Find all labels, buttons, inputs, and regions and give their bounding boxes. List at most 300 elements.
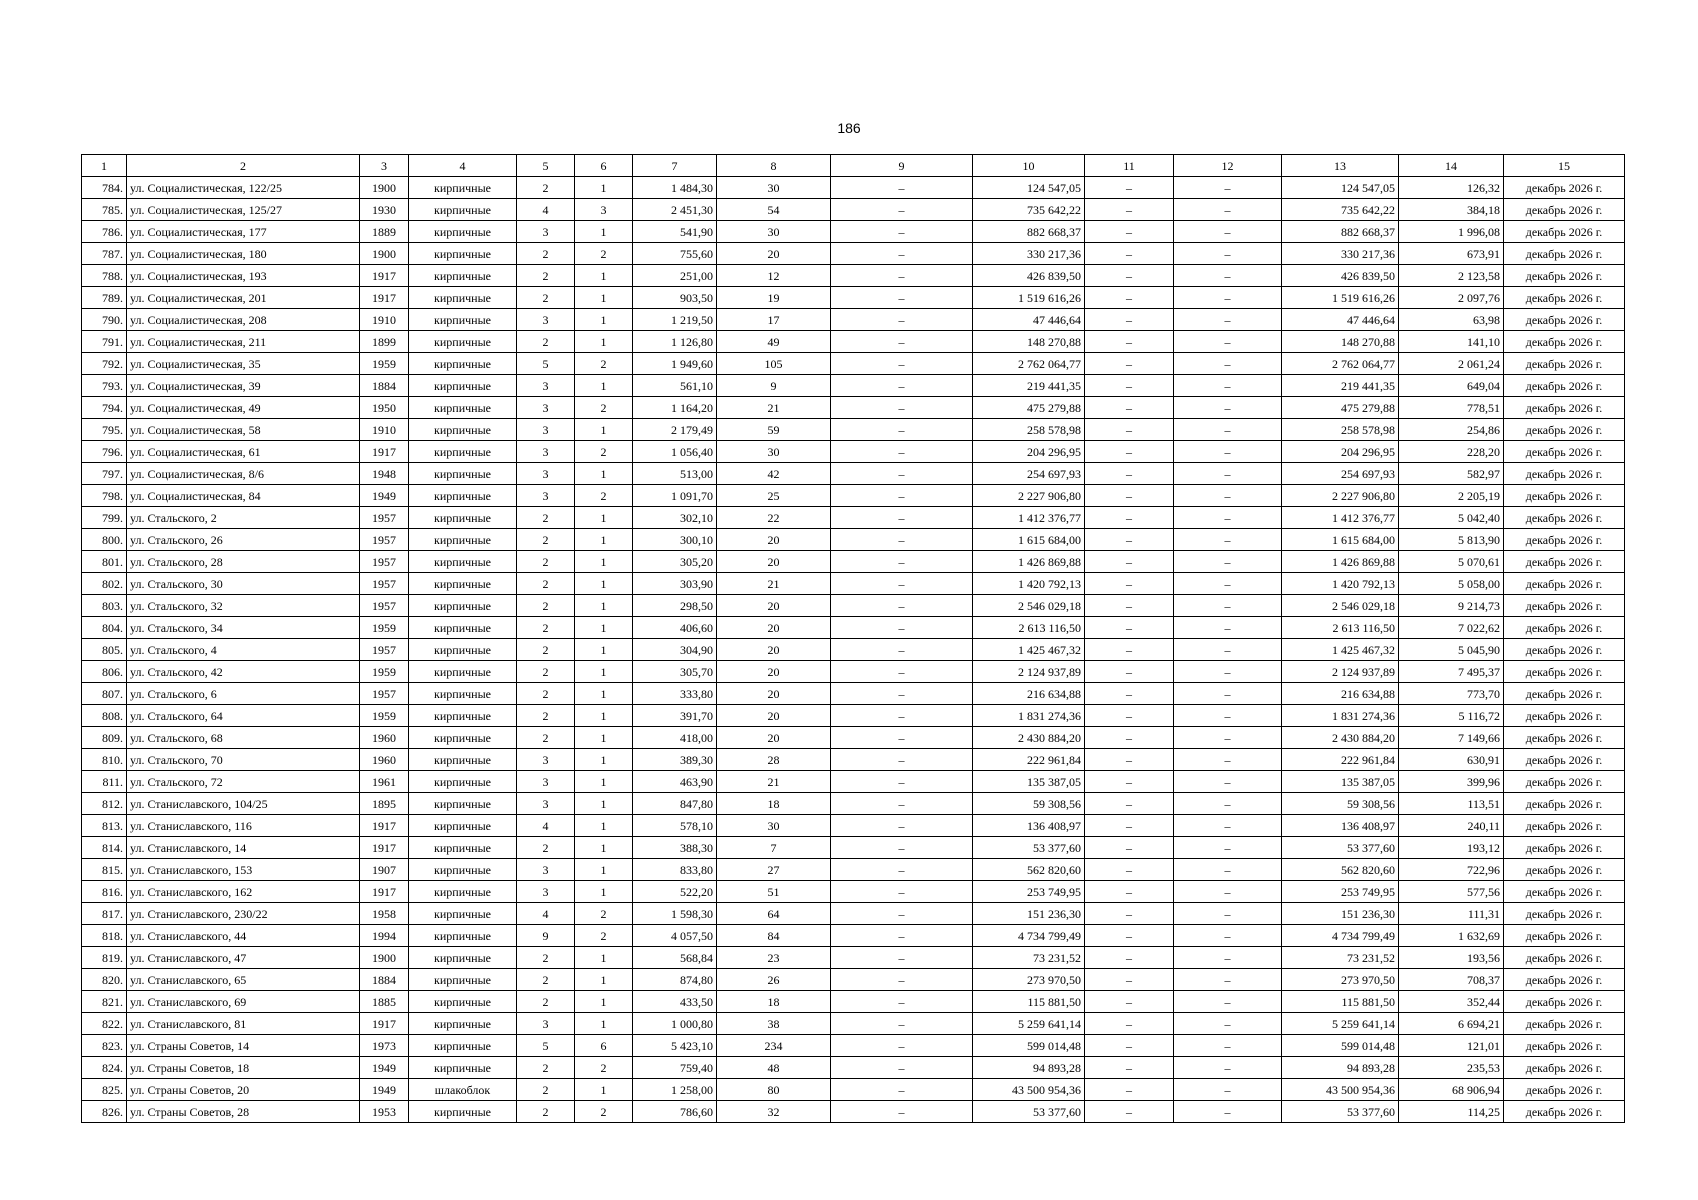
table-cell-col-15: декабрь 2026 г.: [1504, 617, 1625, 639]
table-cell-col-2: ул. Станиславского, 44: [127, 925, 360, 947]
table-cell-col-15: декабрь 2026 г.: [1504, 463, 1625, 485]
table-cell-col-6: 1: [575, 969, 633, 991]
table-cell-col-5: 5: [517, 1035, 575, 1057]
table-cell-col-12: –: [1174, 221, 1282, 243]
table-cell-col-3: 1889: [360, 221, 409, 243]
table-cell-col-7: 418,00: [633, 727, 717, 749]
table-cell-col-13: 115 881,50: [1282, 991, 1399, 1013]
table-cell-col-7: 305,20: [633, 551, 717, 573]
table-cell-col-12: –: [1174, 1101, 1282, 1123]
table-cell-col-1: 823.: [82, 1035, 127, 1057]
table-cell-col-12: –: [1174, 419, 1282, 441]
table-cell-col-15: декабрь 2026 г.: [1504, 397, 1625, 419]
table-cell-col-3: 1917: [360, 815, 409, 837]
table-cell-col-3: 1973: [360, 1035, 409, 1057]
table-cell-col-4: кирпичные: [409, 925, 517, 947]
table-cell-col-5: 2: [517, 595, 575, 617]
table-cell-col-6: 2: [575, 485, 633, 507]
table-row: [82, 309, 1625, 331]
table-cell-col-4: шлакоблок: [409, 1079, 517, 1101]
table-cell-col-5: 3: [517, 441, 575, 463]
table-cell-col-4: кирпичные: [409, 947, 517, 969]
table-cell-col-10: 47 446,64: [973, 309, 1085, 331]
table-cell-col-7: 786,60: [633, 1101, 717, 1123]
table-cell-col-11: –: [1085, 199, 1174, 221]
table-cell-col-7: 1 056,40: [633, 441, 717, 463]
table-cell-col-9: –: [831, 331, 973, 353]
table-cell-col-14: 240,11: [1399, 815, 1504, 837]
table-cell-col-9: –: [831, 551, 973, 573]
table-row: [82, 265, 1625, 287]
table-cell-col-14: 2 097,76: [1399, 287, 1504, 309]
table-cell-col-7: 2 451,30: [633, 199, 717, 221]
table-cell-col-11: –: [1085, 243, 1174, 265]
table-cell-col-7: 304,90: [633, 639, 717, 661]
table-cell-col-4: кирпичные: [409, 221, 517, 243]
table-row: [82, 441, 1625, 463]
table-cell-col-4: кирпичные: [409, 595, 517, 617]
table-cell-col-11: –: [1085, 441, 1174, 463]
table-cell-col-14: 399,96: [1399, 771, 1504, 793]
table-cell-col-14: 111,31: [1399, 903, 1504, 925]
table-row: [82, 463, 1625, 485]
table-cell-col-5: 2: [517, 991, 575, 1013]
table-cell-col-7: 333,80: [633, 683, 717, 705]
table-cell-col-6: 2: [575, 1101, 633, 1123]
table-cell-col-13: 882 668,37: [1282, 221, 1399, 243]
table-cell-col-10: 2 124 937,89: [973, 661, 1085, 683]
table-row: [82, 727, 1625, 749]
table-cell-col-8: 84: [717, 925, 831, 947]
table-cell-col-9: –: [831, 265, 973, 287]
table-cell-col-3: 1957: [360, 683, 409, 705]
table-cell-col-12: –: [1174, 727, 1282, 749]
column-header-13: 13: [1282, 155, 1399, 177]
table-row: [82, 925, 1625, 947]
table-cell-col-14: 113,51: [1399, 793, 1504, 815]
table-row: [82, 793, 1625, 815]
table-cell-col-2: ул. Станиславского, 69: [127, 991, 360, 1013]
table-row: [82, 331, 1625, 353]
table-cell-col-1: 795.: [82, 419, 127, 441]
table-cell-col-13: 2 762 064,77: [1282, 353, 1399, 375]
table-cell-col-14: 141,10: [1399, 331, 1504, 353]
column-header-8: 8: [717, 155, 831, 177]
column-header-3: 3: [360, 155, 409, 177]
table-cell-col-7: 847,80: [633, 793, 717, 815]
table-cell-col-10: 204 296,95: [973, 441, 1085, 463]
table-cell-col-5: 3: [517, 859, 575, 881]
table-cell-col-3: 1900: [360, 177, 409, 199]
table-cell-col-10: 735 642,22: [973, 199, 1085, 221]
table-cell-col-3: 1957: [360, 595, 409, 617]
table-row: [82, 859, 1625, 881]
table-cell-col-10: 599 014,48: [973, 1035, 1085, 1057]
table-cell-col-6: 1: [575, 287, 633, 309]
table-cell-col-3: 1961: [360, 771, 409, 793]
table-cell-col-7: 541,90: [633, 221, 717, 243]
table-cell-col-1: 792.: [82, 353, 127, 375]
table-cell-col-15: декабрь 2026 г.: [1504, 309, 1625, 331]
table-cell-col-14: 2 205,19: [1399, 485, 1504, 507]
table-cell-col-5: 9: [517, 925, 575, 947]
table-cell-col-13: 1 426 869,88: [1282, 551, 1399, 573]
table-cell-col-14: 5 058,00: [1399, 573, 1504, 595]
table-cell-col-2: ул. Стальского, 64: [127, 705, 360, 727]
table-cell-col-15: декабрь 2026 г.: [1504, 595, 1625, 617]
table-cell-col-7: 251,00: [633, 265, 717, 287]
table-cell-col-12: –: [1174, 265, 1282, 287]
table-cell-col-9: –: [831, 375, 973, 397]
table-row: [82, 903, 1625, 925]
table-cell-col-9: –: [831, 507, 973, 529]
column-header-1: 1: [82, 155, 127, 177]
table-row: [82, 771, 1625, 793]
table-cell-col-15: декабрь 2026 г.: [1504, 859, 1625, 881]
column-header-14: 14: [1399, 155, 1504, 177]
table-cell-col-10: 59 308,56: [973, 793, 1085, 815]
table-cell-col-4: кирпичные: [409, 661, 517, 683]
table-cell-col-10: 330 217,36: [973, 243, 1085, 265]
table-cell-col-2: ул. Социалистическая, 84: [127, 485, 360, 507]
table-cell-col-12: –: [1174, 353, 1282, 375]
table-cell-col-11: –: [1085, 485, 1174, 507]
table-cell-col-7: 433,50: [633, 991, 717, 1013]
table-cell-col-14: 68 906,94: [1399, 1079, 1504, 1101]
table-cell-col-7: 463,90: [633, 771, 717, 793]
table-cell-col-5: 2: [517, 969, 575, 991]
table-cell-col-11: –: [1085, 859, 1174, 881]
table-cell-col-4: кирпичные: [409, 243, 517, 265]
table-cell-col-6: 1: [575, 991, 633, 1013]
table-cell-col-10: 135 387,05: [973, 771, 1085, 793]
table-cell-col-7: 1 164,20: [633, 397, 717, 419]
table-cell-col-11: –: [1085, 331, 1174, 353]
table-cell-col-12: –: [1174, 815, 1282, 837]
table-cell-col-13: 2 546 029,18: [1282, 595, 1399, 617]
table-cell-col-4: кирпичные: [409, 177, 517, 199]
table-cell-col-9: –: [831, 309, 973, 331]
table-cell-col-6: 1: [575, 265, 633, 287]
table-cell-col-4: кирпичные: [409, 1057, 517, 1079]
table-cell-col-4: кирпичные: [409, 199, 517, 221]
table-row: [82, 969, 1625, 991]
table-row: [82, 683, 1625, 705]
table-cell-col-10: 253 749,95: [973, 881, 1085, 903]
table-cell-col-8: 7: [717, 837, 831, 859]
table-cell-col-12: –: [1174, 573, 1282, 595]
table-cell-col-5: 2: [517, 1079, 575, 1101]
table-row: [82, 837, 1625, 859]
table-cell-col-15: декабрь 2026 г.: [1504, 991, 1625, 1013]
table-cell-col-9: –: [831, 441, 973, 463]
table-cell-col-1: 811.: [82, 771, 127, 793]
table-cell-col-12: –: [1174, 683, 1282, 705]
column-header-7: 7: [633, 155, 717, 177]
table-cell-col-9: –: [831, 969, 973, 991]
table-cell-col-12: –: [1174, 793, 1282, 815]
table-row: [82, 485, 1625, 507]
table-cell-col-9: –: [831, 727, 973, 749]
table-cell-col-14: 121,01: [1399, 1035, 1504, 1057]
table-cell-col-4: кирпичные: [409, 265, 517, 287]
table-cell-col-10: 882 668,37: [973, 221, 1085, 243]
table-cell-col-5: 3: [517, 793, 575, 815]
table-cell-col-7: 302,10: [633, 507, 717, 529]
table-cell-col-7: 1 598,30: [633, 903, 717, 925]
table-cell-col-2: ул. Социалистическая, 208: [127, 309, 360, 331]
table-cell-col-14: 63,98: [1399, 309, 1504, 331]
table-cell-col-12: –: [1174, 397, 1282, 419]
table-cell-col-11: –: [1085, 287, 1174, 309]
table-cell-col-10: 1 831 274,36: [973, 705, 1085, 727]
table-cell-col-7: 513,00: [633, 463, 717, 485]
table-cell-col-3: 1917: [360, 265, 409, 287]
table-cell-col-14: 5 813,90: [1399, 529, 1504, 551]
table-cell-col-10: 73 231,52: [973, 947, 1085, 969]
table-cell-col-1: 786.: [82, 221, 127, 243]
table-cell-col-14: 630,91: [1399, 749, 1504, 771]
table-cell-col-3: 1907: [360, 859, 409, 881]
table-cell-col-14: 5 070,61: [1399, 551, 1504, 573]
table-row: [82, 177, 1625, 199]
table-cell-col-14: 5 045,90: [1399, 639, 1504, 661]
register-table: [81, 154, 1625, 1123]
table-cell-col-9: –: [831, 947, 973, 969]
table-cell-col-1: 806.: [82, 661, 127, 683]
table-row: [82, 221, 1625, 243]
table-row: [82, 287, 1625, 309]
table-cell-col-5: 2: [517, 265, 575, 287]
table-cell-col-4: кирпичные: [409, 903, 517, 925]
table-cell-col-1: 818.: [82, 925, 127, 947]
table-cell-col-6: 2: [575, 397, 633, 419]
table-cell-col-1: 812.: [82, 793, 127, 815]
table-cell-col-2: ул. Страны Советов, 14: [127, 1035, 360, 1057]
column-header-2: 2: [127, 155, 360, 177]
table-row: [82, 705, 1625, 727]
table-cell-col-13: 426 839,50: [1282, 265, 1399, 287]
table-cell-col-5: 2: [517, 1057, 575, 1079]
table-cell-col-4: кирпичные: [409, 793, 517, 815]
table-cell-col-9: –: [831, 793, 973, 815]
table-cell-col-9: –: [831, 177, 973, 199]
table-cell-col-7: 1 091,70: [633, 485, 717, 507]
table-cell-col-2: ул. Стальского, 72: [127, 771, 360, 793]
table-cell-col-14: 114,25: [1399, 1101, 1504, 1123]
table-cell-col-5: 3: [517, 771, 575, 793]
table-cell-col-11: –: [1085, 661, 1174, 683]
table-row: [82, 947, 1625, 969]
table-cell-col-7: 1 949,60: [633, 353, 717, 375]
table-cell-col-13: 273 970,50: [1282, 969, 1399, 991]
table-cell-col-8: 54: [717, 199, 831, 221]
table-row: [82, 551, 1625, 573]
table-cell-col-1: 810.: [82, 749, 127, 771]
table-cell-col-14: 126,32: [1399, 177, 1504, 199]
table-row: [82, 243, 1625, 265]
table-cell-col-6: 2: [575, 353, 633, 375]
table-cell-col-1: 785.: [82, 199, 127, 221]
table-cell-col-1: 800.: [82, 529, 127, 551]
table-cell-col-5: 5: [517, 353, 575, 375]
table-cell-col-4: кирпичные: [409, 1101, 517, 1123]
table-cell-col-10: 219 441,35: [973, 375, 1085, 397]
table-cell-col-10: 216 634,88: [973, 683, 1085, 705]
table-cell-col-6: 1: [575, 419, 633, 441]
table-cell-col-1: 816.: [82, 881, 127, 903]
table-cell-col-10: 43 500 954,36: [973, 1079, 1085, 1101]
table-cell-col-8: 20: [717, 727, 831, 749]
table-cell-col-7: 903,50: [633, 287, 717, 309]
table-cell-col-6: 1: [575, 309, 633, 331]
table-cell-col-5: 2: [517, 529, 575, 551]
table-cell-col-11: –: [1085, 881, 1174, 903]
table-cell-col-8: 20: [717, 551, 831, 573]
table-cell-col-8: 26: [717, 969, 831, 991]
table-cell-col-10: 1 425 467,32: [973, 639, 1085, 661]
table-cell-col-10: 1 412 376,77: [973, 507, 1085, 529]
table-cell-col-3: 1957: [360, 529, 409, 551]
table-cell-col-1: 796.: [82, 441, 127, 463]
table-cell-col-15: декабрь 2026 г.: [1504, 705, 1625, 727]
table-cell-col-1: 814.: [82, 837, 127, 859]
table-cell-col-11: –: [1085, 529, 1174, 551]
table-row: [82, 397, 1625, 419]
table-cell-col-12: –: [1174, 859, 1282, 881]
table-cell-col-5: 2: [517, 573, 575, 595]
table-cell-col-15: декабрь 2026 г.: [1504, 375, 1625, 397]
table-cell-col-8: 22: [717, 507, 831, 529]
table-cell-col-13: 4 734 799,49: [1282, 925, 1399, 947]
table-cell-col-3: 1917: [360, 1013, 409, 1035]
table-cell-col-5: 2: [517, 287, 575, 309]
table-cell-col-12: –: [1174, 771, 1282, 793]
table-cell-col-11: –: [1085, 221, 1174, 243]
table-cell-col-2: ул. Станиславского, 162: [127, 881, 360, 903]
table-cell-col-14: 352,44: [1399, 991, 1504, 1013]
table-cell-col-6: 1: [575, 815, 633, 837]
table-cell-col-14: 708,37: [1399, 969, 1504, 991]
table-row: [82, 375, 1625, 397]
table-cell-col-13: 47 446,64: [1282, 309, 1399, 331]
table-cell-col-3: 1917: [360, 441, 409, 463]
table-cell-col-10: 53 377,60: [973, 837, 1085, 859]
table-cell-col-12: –: [1174, 991, 1282, 1013]
table-cell-col-13: 222 961,84: [1282, 749, 1399, 771]
table-cell-col-1: 817.: [82, 903, 127, 925]
table-cell-col-12: –: [1174, 287, 1282, 309]
table-cell-col-13: 136 408,97: [1282, 815, 1399, 837]
table-cell-col-3: 1910: [360, 309, 409, 331]
table-cell-col-11: –: [1085, 573, 1174, 595]
column-header-15: 15: [1504, 155, 1625, 177]
table-cell-col-7: 522,20: [633, 881, 717, 903]
table-cell-col-2: ул. Стальского, 4: [127, 639, 360, 661]
table-cell-col-12: –: [1174, 529, 1282, 551]
table-cell-col-2: ул. Станиславского, 65: [127, 969, 360, 991]
table-cell-col-8: 18: [717, 793, 831, 815]
table-cell-col-6: 1: [575, 727, 633, 749]
table-cell-col-8: 59: [717, 419, 831, 441]
table-cell-col-13: 1 615 684,00: [1282, 529, 1399, 551]
table-cell-col-13: 253 749,95: [1282, 881, 1399, 903]
table-cell-col-14: 193,12: [1399, 837, 1504, 859]
table-cell-col-12: –: [1174, 507, 1282, 529]
table-cell-col-13: 1 412 376,77: [1282, 507, 1399, 529]
table-cell-col-10: 124 547,05: [973, 177, 1085, 199]
table-cell-col-14: 7 495,37: [1399, 661, 1504, 683]
table-cell-col-8: 28: [717, 749, 831, 771]
table-cell-col-12: –: [1174, 837, 1282, 859]
table-cell-col-9: –: [831, 617, 973, 639]
table-cell-col-8: 42: [717, 463, 831, 485]
table-cell-col-15: декабрь 2026 г.: [1504, 815, 1625, 837]
table-cell-col-8: 38: [717, 1013, 831, 1035]
table-cell-col-9: –: [831, 419, 973, 441]
table-cell-col-7: 298,50: [633, 595, 717, 617]
table-cell-col-8: 20: [717, 595, 831, 617]
table-cell-col-11: –: [1085, 617, 1174, 639]
table-cell-col-8: 21: [717, 397, 831, 419]
table-row: [82, 1057, 1625, 1079]
table-cell-col-8: 9: [717, 375, 831, 397]
table-cell-col-13: 735 642,22: [1282, 199, 1399, 221]
table-cell-col-12: –: [1174, 463, 1282, 485]
table-cell-col-3: 1910: [360, 419, 409, 441]
table-row: [82, 529, 1625, 551]
table-cell-col-8: 80: [717, 1079, 831, 1101]
table-cell-col-9: –: [831, 287, 973, 309]
table-cell-col-4: кирпичные: [409, 881, 517, 903]
table-cell-col-6: 1: [575, 749, 633, 771]
table-cell-col-6: 1: [575, 771, 633, 793]
table-cell-col-4: кирпичные: [409, 727, 517, 749]
table-cell-col-2: ул. Социалистическая, 177: [127, 221, 360, 243]
table-cell-col-3: 1994: [360, 925, 409, 947]
table-cell-col-8: 49: [717, 331, 831, 353]
table-cell-col-12: –: [1174, 485, 1282, 507]
table-cell-col-12: –: [1174, 177, 1282, 199]
table-cell-col-4: кирпичные: [409, 617, 517, 639]
table-cell-col-10: 1 426 869,88: [973, 551, 1085, 573]
table-cell-col-7: 4 057,50: [633, 925, 717, 947]
table-cell-col-8: 18: [717, 991, 831, 1013]
table-cell-col-10: 254 697,93: [973, 463, 1085, 485]
table-cell-col-11: –: [1085, 991, 1174, 1013]
table-cell-col-11: –: [1085, 771, 1174, 793]
table-cell-col-12: –: [1174, 749, 1282, 771]
table-cell-col-10: 115 881,50: [973, 991, 1085, 1013]
table-cell-col-14: 254,86: [1399, 419, 1504, 441]
table-cell-col-8: 20: [717, 705, 831, 727]
table-cell-col-13: 2 613 116,50: [1282, 617, 1399, 639]
table-cell-col-10: 94 893,28: [973, 1057, 1085, 1079]
table-cell-col-13: 53 377,60: [1282, 1101, 1399, 1123]
table-body: [82, 177, 1625, 1123]
table-cell-col-3: 1957: [360, 573, 409, 595]
table-cell-col-11: –: [1085, 265, 1174, 287]
table-cell-col-3: 1930: [360, 199, 409, 221]
table-cell-col-2: ул. Социалистическая, 35: [127, 353, 360, 375]
table-cell-col-11: –: [1085, 309, 1174, 331]
table-cell-col-13: 219 441,35: [1282, 375, 1399, 397]
table-cell-col-7: 406,60: [633, 617, 717, 639]
table-cell-col-12: –: [1174, 661, 1282, 683]
table-cell-col-15: декабрь 2026 г.: [1504, 485, 1625, 507]
table-cell-col-15: декабрь 2026 г.: [1504, 903, 1625, 925]
table-cell-col-11: –: [1085, 683, 1174, 705]
